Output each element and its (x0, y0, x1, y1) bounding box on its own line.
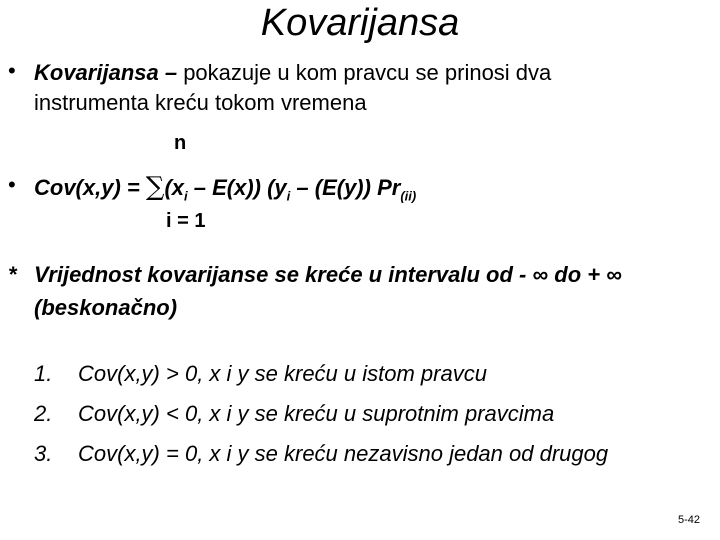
case-number: 1. (34, 361, 53, 386)
page-number: 5-42 (677, 514, 700, 526)
formula-sub2: i (286, 188, 291, 204)
covariance-formula (34, 172, 416, 211)
formula-part1: (x (164, 175, 184, 200)
definition-text: pokazuje u kom pravcu se prinosi dva instrumenta kreću tokom vremena (34, 60, 552, 115)
case-text: Cov(x,y) = 0, x i y se kreću nezavisno jedan od drugog (78, 441, 609, 466)
sum-upper-limit: n (174, 132, 187, 154)
formula-sub1: i (184, 188, 188, 204)
sigma-symbol: ∑ (145, 172, 165, 202)
case-text: Cov(x,y) < 0, x i y se kreću u suprotnim pravcima (78, 401, 555, 426)
list-item (34, 394, 608, 434)
note-star: * (8, 262, 17, 287)
formula-lhs: Cov(x,y) = (34, 175, 146, 200)
bullet-marker: • (8, 58, 16, 83)
formula-part2: – E(x)) (y (187, 175, 287, 200)
list-item (34, 354, 608, 394)
definition-paragraph (34, 58, 634, 118)
list-item (34, 434, 608, 474)
cases-list (34, 354, 608, 474)
sum-lower-limit: i = 1 (166, 210, 206, 232)
definition-term: Kovarijansa – (34, 60, 178, 85)
case-number: 2. (34, 401, 53, 426)
slide-title: Kovarijansa (260, 2, 460, 44)
formula-sub3: (ii) (400, 188, 417, 204)
bullet-marker: • (8, 172, 16, 197)
formula-part3: – (E(y)) Pr (290, 175, 401, 200)
note-text: Vrijednost kovarijanse se kreće u intervalu od - ∞ do + ∞ (beskonačno) (34, 262, 622, 320)
case-number: 3. (34, 441, 53, 466)
case-text: Cov(x,y) > 0, x i y se kreću u istom pravcu (78, 361, 487, 386)
